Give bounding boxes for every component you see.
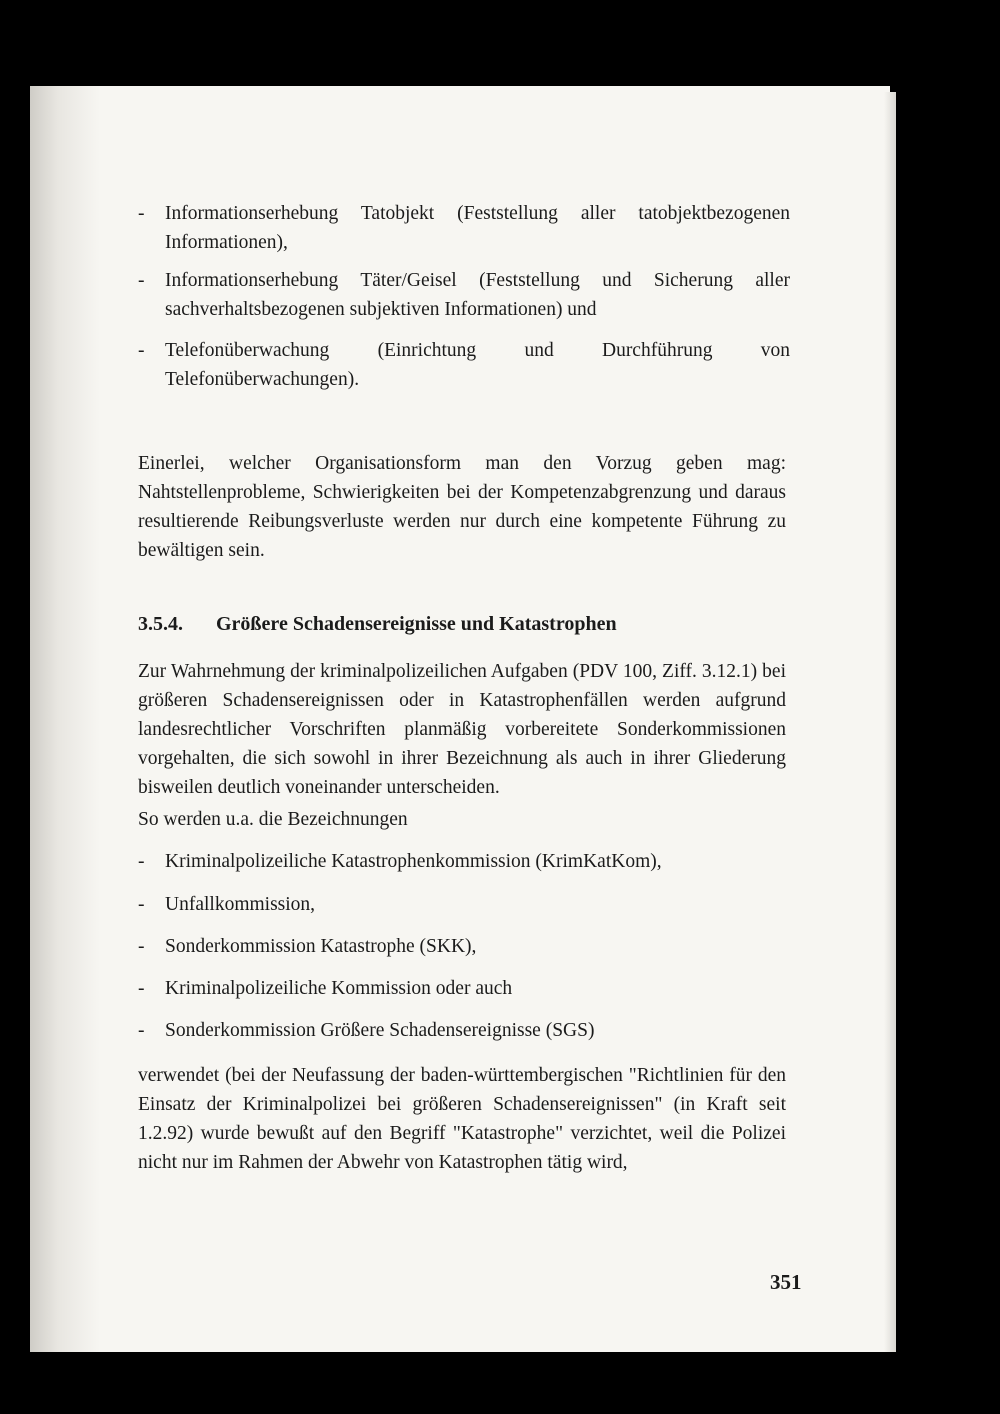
list-dash: -: [138, 203, 145, 224]
paragraph: Einerlei, welcher Organisationsform man den Vorzug geben mag: Nahtstellenprobleme, Schwierigkeiten bei der Kompetenzabgrenzung und daraus resultierende Reibungsverluste werden nur durch eine kompetente Führung zu bewältigen sein.: [138, 453, 786, 561]
list-dash: -: [138, 270, 145, 291]
section-title: Größere Schadensereignisse und Katastrophen: [216, 613, 617, 635]
list-item-text: Sonderkommission Katastrophe (SKK),: [165, 936, 477, 957]
paragraph: Zur Wahrnehmung der kriminalpolizeilichen Aufgaben (PDV 100, Ziff. 3.12.1) bei größeren Schadensereignissen oder in Katastrophenfällen werden aufgrund landesrechtlicher Vorschriften planmäßig vorbereitete Sonderkommissionen vorgehalten, die sich sowohl in ihrer Bezeichnung als auch in ihrer Gliederung bisweilen deutlich voneinander unterscheiden.: [138, 661, 786, 798]
list-item: [138, 336, 790, 394]
page-gutter-shadow: [30, 86, 100, 1352]
list-item: [138, 847, 790, 876]
list-item: [138, 199, 790, 257]
list-item-text: Kriminalpolizeiliche Katastrophenkommission (KrimKatKom),: [165, 851, 662, 872]
list-dash: -: [138, 851, 145, 872]
list-item-text: Sonderkommission Größere Schadensereignisse (SGS): [165, 1020, 595, 1041]
list-item-text: Informationserhebung Tatobjekt (Feststellung aller tatobjektbezogenen Informationen),: [165, 203, 790, 253]
list-dash: -: [138, 894, 145, 915]
list-item: [138, 932, 790, 961]
paragraph: So werden u.a. die Bezeichnungen: [138, 809, 408, 830]
list-item-text: Kriminalpolizeiliche Kommission oder auch: [165, 978, 513, 999]
list-dash: -: [138, 978, 145, 999]
list-item: [138, 974, 790, 1003]
list-dash: -: [138, 340, 145, 361]
list-item-text: Telefonüberwachung (Einrichtung und Durchführung von Telefonüberwachungen).: [165, 340, 790, 390]
list-item-text: Unfallkommission,: [165, 894, 316, 915]
list-item: [138, 266, 790, 324]
list-dash: -: [138, 1020, 145, 1041]
section-number: 3.5.4.: [138, 613, 183, 635]
list-dash: -: [138, 936, 145, 957]
page-edge: [884, 92, 896, 1352]
paragraph: verwendet (bei der Neufassung der baden-württembergischen "Richtlinien für den Einsatz der Kriminalpolizei bei größeren Schadensereignissen" (in Kraft seit 1.2.92) wurde bewußt auf den Begriff "Katastrophe" verzichtet, weil die Polizei nicht nur im Rahmen der Abwehr von Katastrophen tätig wird,: [138, 1065, 786, 1173]
list-item: [138, 890, 790, 919]
list-item: [138, 1016, 790, 1045]
list-item-text: Informationserhebung Täter/Geisel (Feststellung und Sicherung aller sachverhaltsbezogenen subjektiven Informationen) und: [165, 270, 790, 320]
page-number: 351: [770, 1270, 802, 1294]
section-heading: [138, 610, 617, 639]
